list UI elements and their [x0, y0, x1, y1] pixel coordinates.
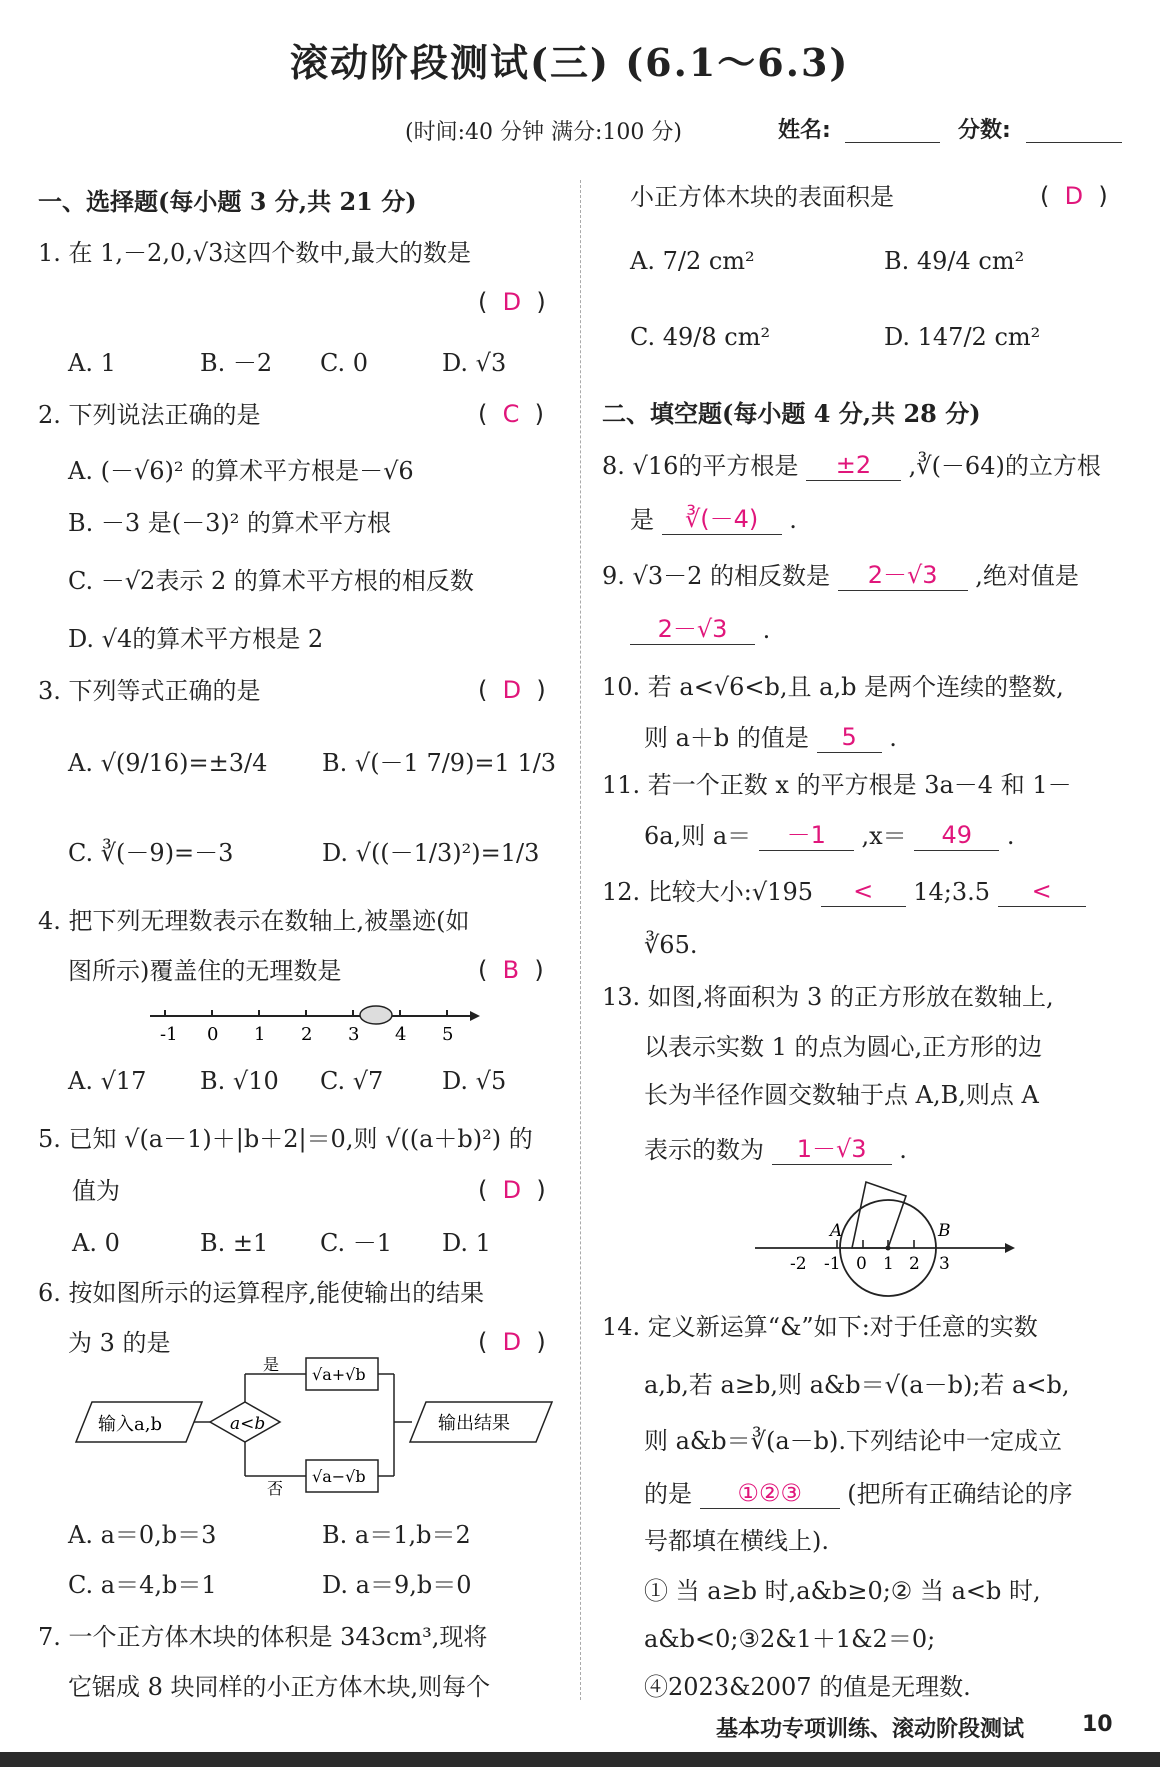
q5-option-a: A. 0 [72, 1229, 120, 1257]
q14-line7: a&b<0;③2&1＋1&2＝0; [644, 1625, 936, 1653]
q11-blank1-answer: －1 [786, 821, 826, 849]
q9-blank1[interactable] [838, 560, 968, 591]
q13-text-a: 表示的数为 [644, 1136, 764, 1164]
q8-text-d: . [789, 506, 797, 534]
flow-yes-text: 是 [263, 1355, 280, 1374]
q13-line4 [644, 1134, 907, 1165]
q7-option-d: D. 147/2 cm² [884, 323, 1041, 351]
axis-label: -2 [790, 1254, 807, 1274]
q14-line4 [644, 1478, 1073, 1509]
q9-blank1-answer: 2－√3 [867, 561, 938, 589]
q11-text-b: ,x＝ [861, 822, 907, 850]
q9-line1 [602, 560, 1079, 591]
q1-option-a: A. 1 [68, 349, 116, 377]
square [852, 1182, 906, 1248]
q3-stem: 3. 下列等式正确的是 [38, 677, 261, 705]
test-meta: (时间:40 分钟 满分:100 分) [405, 120, 682, 145]
q5-option-d: D. 1 [442, 1229, 491, 1257]
q6-option-a: A. a＝0,b＝3 [68, 1521, 217, 1549]
q2-answer-paren: ( C ) [478, 400, 545, 428]
q8-text-a: 8. √16的平方根是 [602, 452, 799, 480]
axis-label: 4 [395, 1024, 407, 1045]
q7-stem-line1: 7. 一个正方体木块的体积是 343cm³,现将 [38, 1623, 488, 1651]
q14-line6: ① 当 a≥b 时,a&b≥0;② 当 a<b 时, [644, 1577, 1041, 1605]
q1-answer-paren: ( D ) [478, 288, 546, 316]
q10-text-b: . [889, 724, 897, 752]
q9-line2 [630, 614, 770, 645]
axis-label: -1 [824, 1254, 841, 1274]
q7-option-b: B. 49/4 cm² [884, 247, 1025, 275]
q7-option-a: A. 7/2 cm² [630, 247, 755, 275]
q4-number-line [140, 996, 480, 1044]
q7-answer-paren: ( D ) [1040, 182, 1108, 210]
q13-line3: 长为半径作圆交数轴于点 A,B,则点 A [644, 1081, 1039, 1109]
q1-option-d: D. √3 [442, 349, 507, 377]
q13-blank1[interactable] [772, 1134, 892, 1165]
q13-blank1-answer: 1－√3 [796, 1135, 867, 1163]
q2-option-d: D. √4的算术平方根是 2 [68, 625, 324, 653]
axis-label: 3 [939, 1254, 950, 1274]
q3-answer: D [502, 676, 522, 704]
page-number: 10 [1082, 1712, 1113, 1737]
q12-blank2-answer: < [1031, 877, 1052, 905]
q12-blank1[interactable] [821, 876, 906, 907]
q2-option-b: B. －3 是(－3)² 的算术平方根 [68, 509, 392, 537]
point-b-label: B [938, 1221, 951, 1241]
q8-blank1-answer: ±2 [835, 451, 872, 479]
axis-label: 2 [301, 1024, 313, 1045]
flow-no-op-text: √a−√b [312, 1467, 366, 1486]
q14-text-b: (把所有正确结论的序 [847, 1480, 1073, 1508]
q6-answer: D [502, 1328, 522, 1356]
q10-line2 [644, 722, 897, 753]
q14-line1: 14. 定义新运算“&”如下:对于任意的实数 [602, 1313, 1038, 1341]
footer-text: 基本功专项训练、滚动阶段测试 [716, 1717, 1025, 1742]
flow-output-text: 输出结果 [438, 1413, 510, 1434]
q6-option-d: D. a＝9,b＝0 [322, 1571, 472, 1599]
q5-option-b: B. ±1 [200, 1229, 269, 1257]
q3-option-b: B. √(－1 7/9)=1 1/3 [322, 749, 557, 777]
q11-blank2-answer: 49 [941, 821, 973, 849]
q7-stem-line3: 小正方体木块的表面积是 [630, 183, 894, 211]
q5-answer-paren: ( D ) [478, 1176, 546, 1204]
q8-blank2[interactable] [662, 504, 782, 535]
name-field[interactable] [845, 142, 940, 143]
q12-line1 [602, 876, 1086, 907]
axis-label: 0 [207, 1024, 219, 1045]
q8-line1 [602, 450, 1101, 481]
q6-stem-line2: 为 3 的是 [68, 1329, 171, 1357]
q12-blank1-answer: < [853, 877, 874, 905]
q5-answer: D [502, 1176, 522, 1204]
q4-answer-paren: ( B ) [478, 956, 544, 984]
q9-blank2[interactable] [630, 614, 755, 645]
q2-stem: 2. 下列说法正确的是 [38, 401, 261, 429]
point-a-label: A [830, 1221, 843, 1241]
axis-label: 5 [442, 1024, 454, 1045]
q5-stem-line1: 5. 已知 √(a－1)＋|b＋2|＝0,则 √((a＋b)²) 的 [38, 1125, 533, 1153]
axis-label: 3 [348, 1024, 360, 1045]
flow-condition-text: a<b [230, 1414, 266, 1434]
q11-blank1[interactable] [759, 820, 854, 851]
q6-answer-paren: ( D ) [478, 1328, 546, 1356]
q11-text-c: . [1006, 822, 1015, 850]
q4-answer: B [502, 956, 520, 984]
q2-option-a: A. (－√6)² 的算术平方根是－√6 [68, 457, 414, 485]
score-label: 分数: [958, 118, 1011, 143]
column-divider [580, 180, 581, 1700]
q5-option-c: C. －1 [320, 1229, 393, 1257]
q9-blank2-answer: 2－√3 [657, 615, 728, 643]
q9-text-a: 9. √3－2 的相反数是 [602, 562, 830, 590]
q4-option-a: A. √17 [68, 1067, 147, 1095]
section2-title: 二、填空题(每小题 4 分,共 28 分) [602, 399, 981, 428]
q1-answer: D [502, 288, 522, 316]
q7-stem-line2: 它锯成 8 块同样的小正方体木块,则每个 [68, 1673, 491, 1701]
q13-line1: 13. 如图,将面积为 3 的正方形放在数轴上, [602, 983, 1054, 1011]
q8-blank2-answer: ∛(－4) [684, 505, 759, 533]
axis-label: -1 [160, 1024, 178, 1045]
flow-yes-op-text: √a+√b [312, 1365, 366, 1384]
axis-label: 1 [883, 1254, 894, 1274]
q13-text-b: . [899, 1136, 907, 1164]
q6-stem-line1: 6. 按如图所示的运算程序,能使输出的结果 [38, 1279, 485, 1307]
q2-option-c: C. －√2表示 2 的算术平方根的相反数 [68, 567, 474, 595]
q9-text-b: ,绝对值是 [975, 562, 1079, 590]
q4-stem-line2: 图所示)覆盖住的无理数是 [68, 957, 342, 985]
q7-answer: D [1064, 182, 1084, 210]
q12-text-b: 14;3.5 [913, 878, 991, 906]
q12-blank2[interactable] [998, 876, 1086, 907]
q3-option-a: A. √(9/16)=±3/4 [68, 749, 268, 777]
name-label: 姓名: [778, 118, 831, 143]
q3-option-c: C. ∛(－9)=－3 [68, 839, 234, 867]
q14-blank1[interactable] [700, 1478, 840, 1509]
q8-text-b: ,∛(－64)的立方根 [908, 452, 1101, 480]
q14-line2: a,b,若 a≥b,则 a&b＝√(a－b);若 a<b, [644, 1371, 1070, 1399]
q8-blank1[interactable] [806, 450, 901, 481]
q6-flowchart [70, 1355, 560, 1502]
q14-line5: 号都填在横线上). [644, 1527, 829, 1555]
q13-line2: 以表示实数 1 的点为圆心,正方形的边 [644, 1033, 1043, 1061]
q4-stem-line1: 4. 把下列无理数表示在数轴上,被墨迹(如 [38, 907, 470, 935]
q1-option-b: B. －2 [200, 349, 273, 377]
axis-label: 1 [254, 1024, 266, 1045]
q10-line1: 10. 若 a<√6<b,且 a,b 是两个连续的整数, [602, 673, 1064, 701]
axis-label: 2 [909, 1254, 920, 1274]
q14-line3: 则 a&b＝∛(a－b).下列结论中一定成立 [644, 1427, 1062, 1455]
q1-option-c: C. 0 [320, 349, 369, 377]
q1-stem: 1. 在 1,－2,0,√3这四个数中,最大的数是 [38, 239, 472, 267]
q6-option-b: B. a＝1,b＝2 [322, 1521, 471, 1549]
score-field[interactable] [1026, 142, 1122, 143]
flow-input-text: 输入a,b [98, 1414, 162, 1435]
q10-blank1-answer: 5 [841, 723, 857, 751]
q2-answer: C [502, 400, 520, 428]
q12-text-a: 12. 比较大小:√195 [602, 878, 813, 906]
page-title: 滚动阶段测试(三) (6.1～6.3) [290, 40, 850, 85]
q3-option-d: D. √((－1/3)²)=1/3 [322, 839, 540, 867]
q11-line1: 11. 若一个正数 x 的平方根是 3a－4 和 1－ [602, 771, 1072, 799]
q8-text-c: 是 [630, 506, 654, 534]
flow-no-text: 否 [267, 1479, 284, 1498]
q6-option-c: C. a＝4,b＝1 [68, 1571, 217, 1599]
q14-blank1-answer: ①②③ [737, 1479, 802, 1507]
q14-line8: ④2023&2007 的值是无理数. [644, 1673, 971, 1701]
bottom-bar [0, 1752, 1160, 1767]
section1-title: 一、选择题(每小题 3 分,共 21 分) [38, 187, 417, 216]
axis-label: 0 [856, 1254, 867, 1274]
q7-option-c: C. 49/8 cm² [630, 323, 771, 351]
q13-figure [750, 1182, 1020, 1290]
q14-text-a: 的是 [644, 1480, 692, 1508]
q5-stem-line2: 值为 [72, 1177, 120, 1205]
q11-blank2[interactable] [914, 820, 999, 851]
q8-line2 [630, 504, 797, 535]
q4-option-b: B. √10 [200, 1067, 279, 1095]
q10-text-a: 则 a＋b 的值是 [644, 724, 809, 752]
q9-text-c: . [762, 616, 771, 644]
q4-option-c: C. √7 [320, 1067, 384, 1095]
q11-line2 [644, 820, 1015, 851]
q11-text-a: 6a,则 a＝ [644, 822, 752, 850]
q3-answer-paren: ( D ) [478, 676, 546, 704]
q10-blank1[interactable] [817, 722, 882, 753]
q12-line2: ∛65. [644, 931, 698, 959]
ink-blot [360, 1006, 392, 1024]
q4-option-d: D. √5 [442, 1067, 507, 1095]
